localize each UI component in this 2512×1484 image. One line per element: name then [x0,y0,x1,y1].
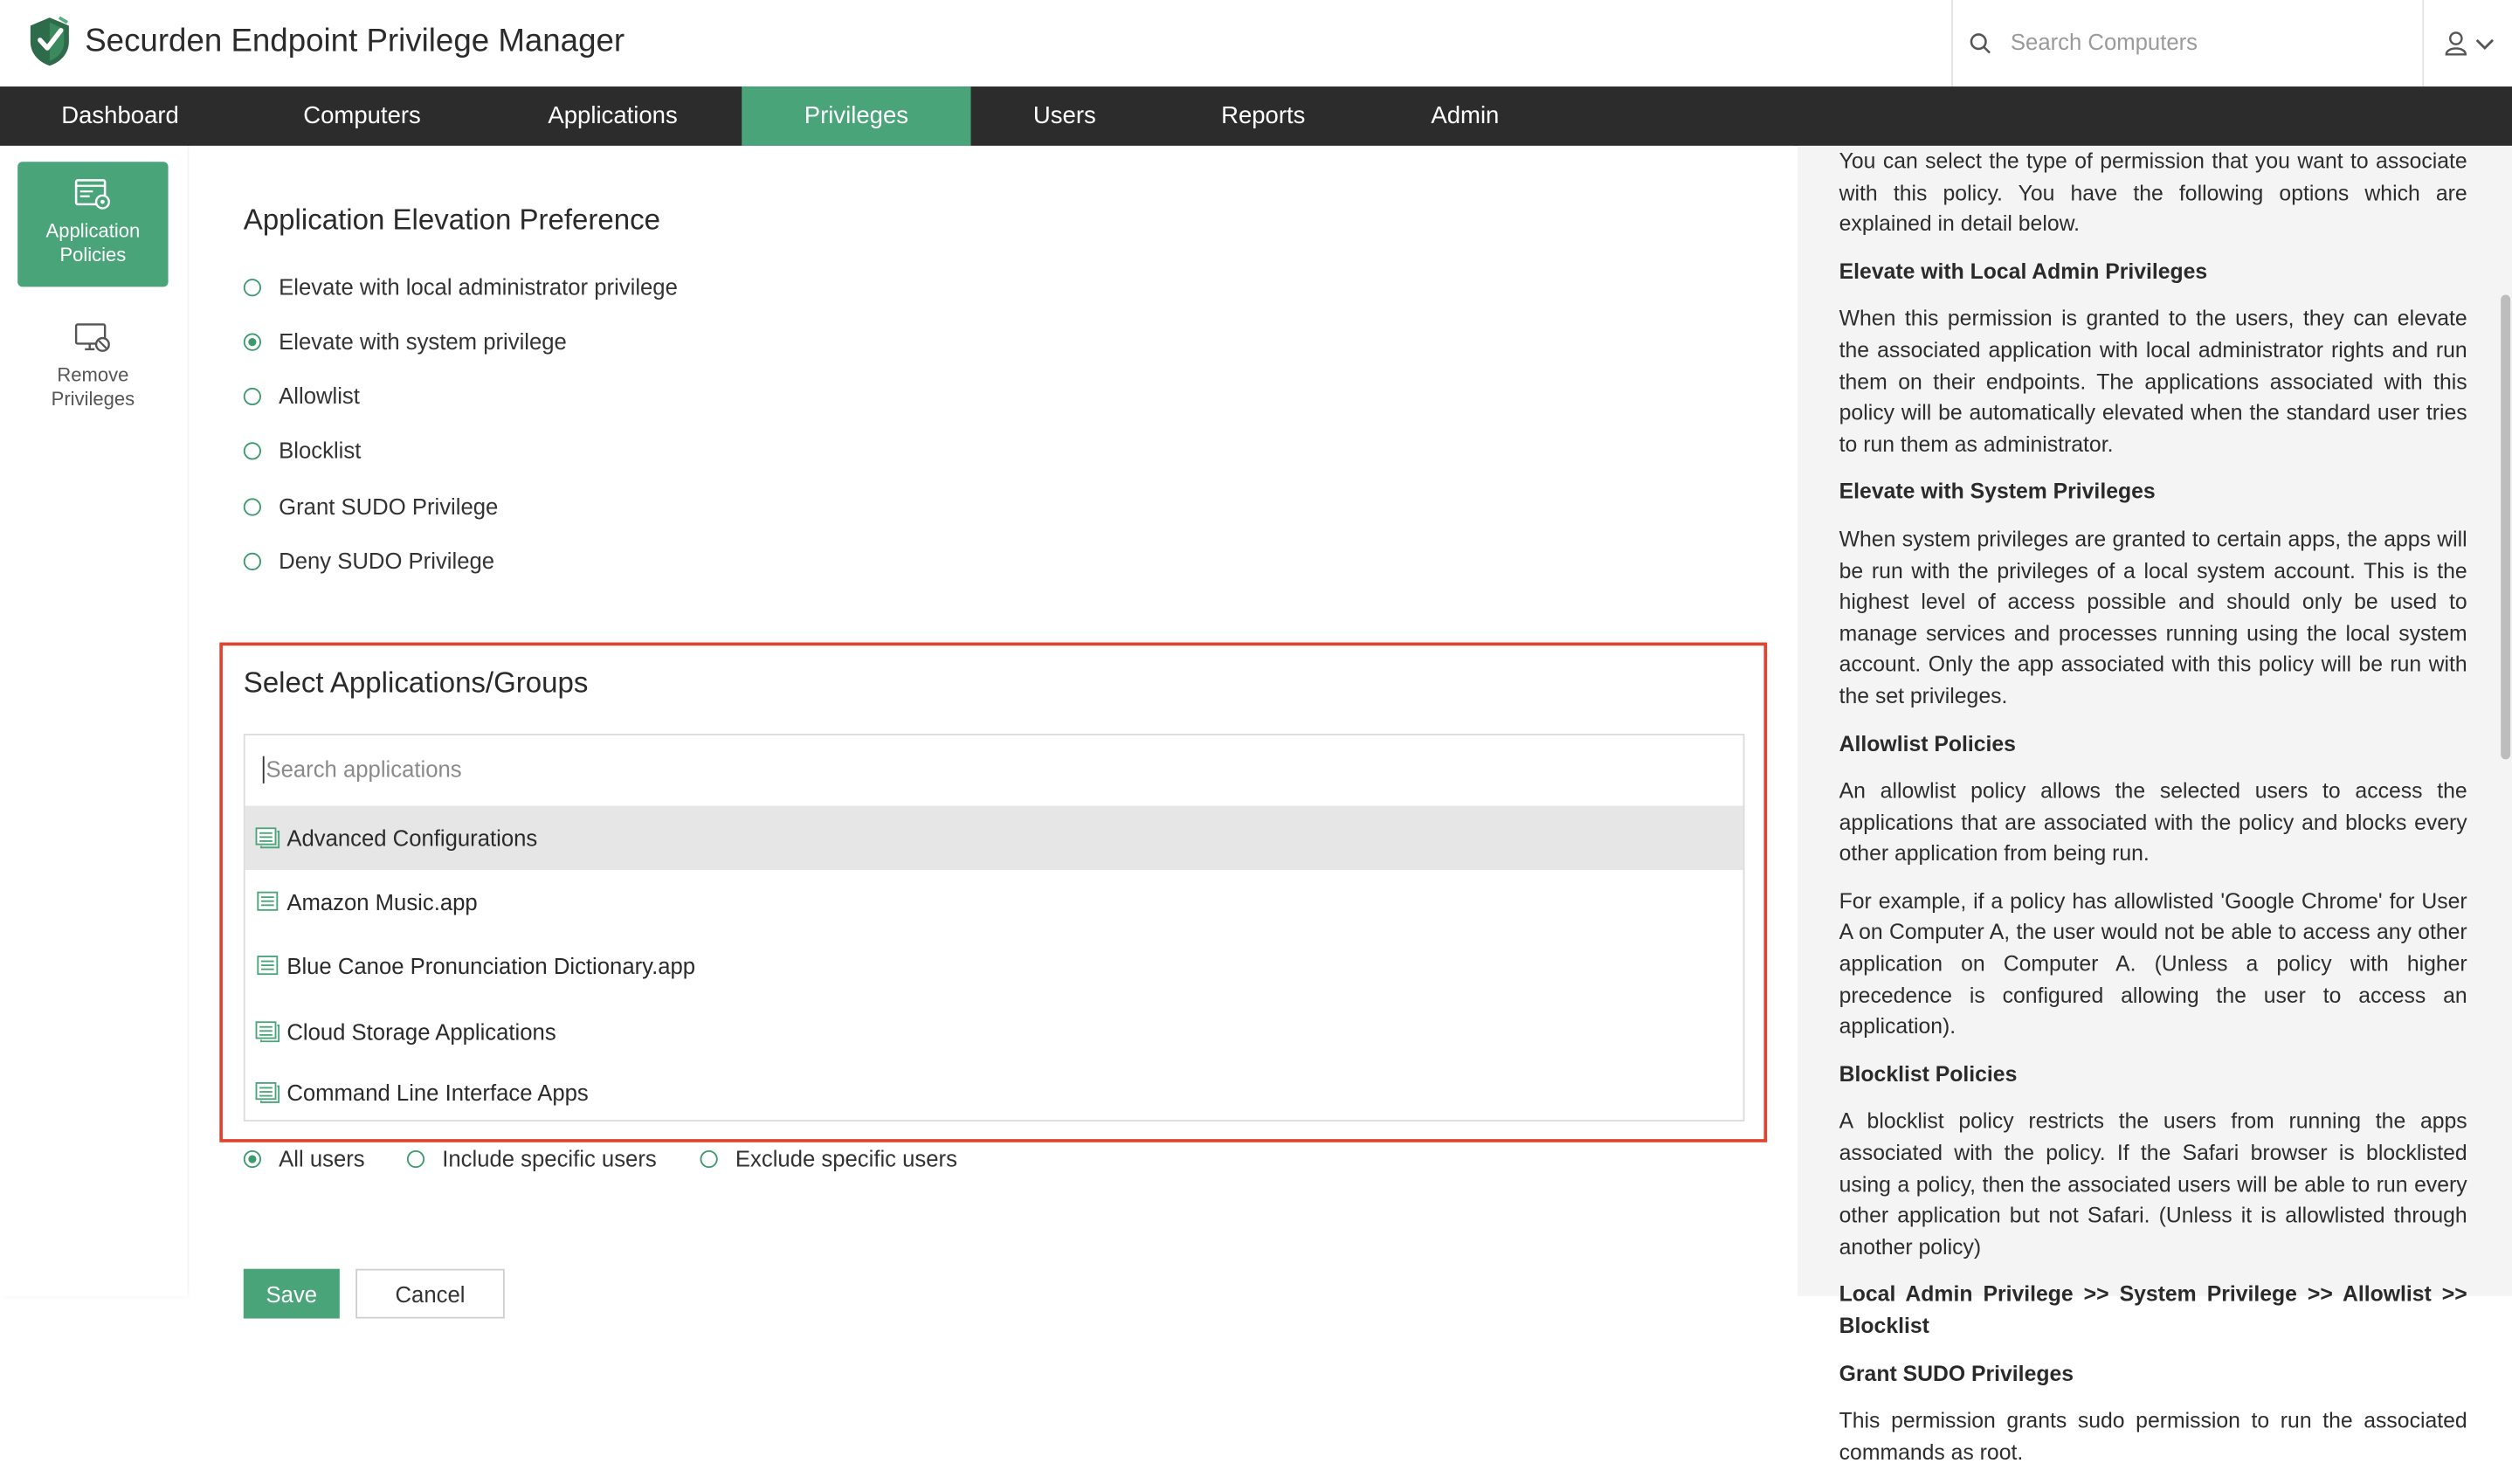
nav-users[interactable]: Users [1032,102,1096,130]
nav-computers[interactable]: Computers [303,102,421,130]
sidebar-label-line1: Application [45,219,141,242]
main-nav [0,86,2512,146]
help-paragraph: When system privileges are granted to certain apps, the apps will be run with the privileges of a local system account. This is the highest level of access possible and should only be used to manage services and processes running using the local system account. Only the app associated with this policy will be run with the set privileges. [1839,527,2467,708]
help-heading: Blocklist Policies [1839,1061,2018,1087]
help-intro: You can select the type of permission that you want to associate with this policy. You have the following options which are explained in detail below. [1839,148,2467,236]
radio-button[interactable] [700,1149,718,1167]
user-icon [2445,31,2499,56]
computer-search-input[interactable] [2007,27,2398,56]
application-search[interactable] [245,735,1743,808]
help-heading: Elevate with Local Admin Privileges [1839,259,2208,284]
help-heading: Grant SUDO Privileges [1839,1361,2074,1385]
nav-reports[interactable]: Reports [1221,102,1306,130]
radio-local-admin[interactable] [244,274,678,300]
list-item-label: Blue Canoe Pronunciation Dictionary.app [286,953,696,979]
radio-label: Elevate with local administrator privilege [279,273,678,300]
nav-privileges[interactable]: Privileges [742,86,970,146]
radio-deny-sudo[interactable] [244,548,494,573]
computer-search[interactable] [1951,0,2424,86]
save-button[interactable]: Save [244,1269,340,1319]
help-paragraph: For example, if a policy has allowlisted 'Google Chrome' for User A on Computer A, the user would not be able to access any other application on Computer A. (Unless a policy with higher precedence is configured allowing the user to access an application). [1839,888,2467,1039]
radio-button[interactable] [244,552,261,569]
radio-blocklist[interactable] [244,438,362,463]
sidebar-label-line2: Privileges [51,387,135,411]
radio-label: Allowlist [279,383,360,409]
top-bar [0,0,2512,88]
radio-label: All users [279,1145,365,1171]
elevation-title: Application Elevation Preference [243,203,660,236]
radio-include-users[interactable] [407,1145,657,1170]
radio-label: Elevate with system privilege [279,328,567,355]
radio-button-checked[interactable] [244,333,261,350]
radio-label: Blocklist [279,437,362,464]
help-heading: Elevate with System Privileges [1839,480,2156,504]
sidebar-label-line2: Policies [59,243,127,266]
radio-label: Deny SUDO Privilege [279,548,495,574]
radio-exclude-users[interactable] [700,1145,957,1170]
list-item[interactable] [245,1064,1743,1122]
radio-label: Exclude specific users [735,1145,957,1171]
help-heading: Allowlist Policies [1839,731,2016,756]
help-paragraph: When this permission is granted to the users, they can elevate the associated application with local administrator rights and run them on their endpoints. The applications associated with this policy will be automatically elevated when the standard user tries to run them as administrator. [1839,307,2467,457]
app-group-icon [255,1081,280,1104]
radio-button[interactable] [244,387,261,404]
radio-label: Include specific users [442,1145,657,1171]
sidebar [0,146,188,1296]
list-item-label: Cloud Storage Applications [286,1018,556,1045]
help-content [1839,146,2467,1484]
radio-label: Grant SUDO Privilege [279,493,499,520]
list-item-label: Advanced Configurations [286,825,538,851]
radio-grant-sudo[interactable] [244,494,499,519]
help-precedence: Local Admin Privilege >> System Privilege >> Allowlist >> Blocklist [1839,1282,2467,1338]
list-item[interactable] [245,806,1743,870]
remove-privilege-icon [73,322,112,357]
cancel-button[interactable]: Cancel [355,1269,505,1319]
radio-button-checked[interactable] [244,1149,261,1167]
application-search-input[interactable] [263,755,1711,783]
help-paragraph: A blocklist policy restricts the users from running the apps associated with the policy. If the Safari browser is blocklisted using a policy, then the associated users will be able to run every other application but not Safari. (Unless it is allowlisted through another policy) [1839,1109,2467,1260]
radio-button[interactable] [407,1149,424,1167]
securden-logo-icon [27,16,72,67]
help-scrollbar[interactable] [2501,294,2510,759]
sidebar-item-remove-privileges[interactable] [17,306,168,431]
list-item[interactable] [245,1000,1743,1064]
sidebar-label-line1: Remove [57,363,129,387]
user-menu[interactable] [2429,0,2512,86]
list-item-label: Amazon Music.app [286,888,478,915]
sidebar-item-application-policies[interactable] [17,162,168,286]
radio-all-users[interactable] [244,1145,365,1170]
nav-dashboard[interactable]: Dashboard [61,102,179,130]
radio-button[interactable] [244,278,261,295]
search-icon [1969,32,1991,55]
help-paragraph: An allowlist policy allows the selected users to access the applications that are associated with the policy and blocks every other application from being run. [1839,778,2467,866]
help-panel [1798,146,2512,1465]
policy-icon [73,178,112,213]
nav-applications[interactable]: Applications [548,102,678,130]
radio-allowlist[interactable] [244,383,360,408]
app-group-icon [255,1020,280,1043]
list-item[interactable] [245,934,1743,997]
nav-admin[interactable]: Admin [1431,102,1500,130]
radio-system-privilege[interactable] [244,328,567,354]
app-icon [255,891,280,914]
app-title: Securden Endpoint Privilege Manager [85,24,625,59]
app-group-icon [255,826,280,849]
list-item-label: Command Line Interface Apps [286,1080,589,1106]
radio-button[interactable] [244,441,261,459]
app-icon [255,955,280,977]
list-item[interactable] [245,870,1743,934]
select-applications-title: Select Applications/Groups [243,666,589,699]
policy-form [189,146,1794,1307]
help-paragraph: This permission grants sudo permission to run the associated commands as root. [1839,1408,2467,1465]
application-picker [244,734,1745,1122]
radio-button[interactable] [244,498,261,515]
